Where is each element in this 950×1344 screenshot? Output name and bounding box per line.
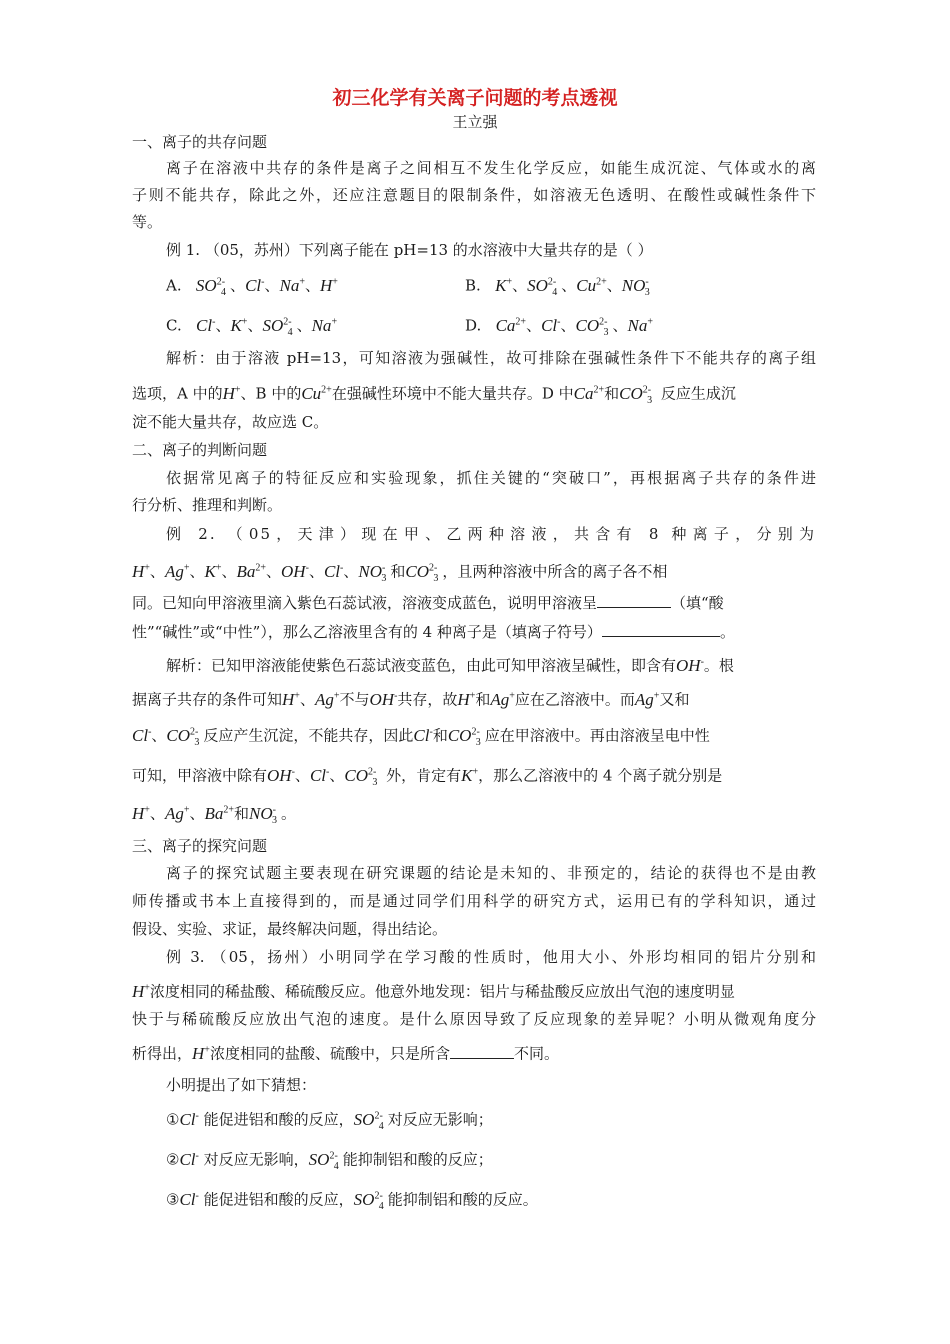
answer-blank[interactable] — [597, 592, 671, 608]
ion-no3: $NO^-_3$ — [621, 275, 650, 299]
section-2-paragraph: 行分析、推理和判断。 — [132, 496, 283, 514]
section-1-paragraph: 离子在溶液中共存的条件是离子之间相互不发生化学反应，如能生成沉淀、气体或水的离 — [166, 159, 816, 177]
example-1-analysis: 选项，A 中的H+、B 中的$Cu^{2+}$在强碱性环境中不能大量共存。D 中$Ca^{2+}$和$CO^{2-}_3$ 反应生成沉 — [132, 383, 736, 407]
example-2-analysis: Cl-、$CO^{2-}_3$ 反应产生沉淀，不能共存，因此Cl-和$CO^{2-}_3$ 应在甲溶液中。再由溶液呈电中性 — [132, 725, 710, 749]
example-1-analysis: 淀不能大量共存，故应选 C。 — [132, 413, 329, 431]
ion-h: H+ — [222, 383, 241, 403]
ion-cl: Cl- — [541, 315, 561, 335]
example-2-question: 同。已知向甲溶液里滴入紫色石蕊试液，溶液变成蓝色，说明甲溶液呈 （填“酸 — [132, 594, 724, 612]
example-3-question: H+浓度相同的稀盐酸、稀硫酸反应。他意外地发现：铝片与稀盐酸反应放出气泡的速度明显 — [132, 981, 735, 1001]
ion-cl: Cl- — [196, 315, 216, 335]
ion-na: Na+ — [311, 315, 338, 335]
guess-2: ②Cl- 对反应无影响，$SO^{2-}_4$ 能抑制铝和酸的反应； — [166, 1149, 493, 1173]
option-label: A. — [166, 276, 182, 295]
section-3-paragraph: 假设、实验、求证，最终解决问题，得出结论。 — [132, 920, 448, 938]
section-3-heading: 三、离子的探究问题 — [132, 837, 268, 855]
section-1-paragraph: 子则不能共存，除此之外，还应注意题目的限制条件，如溶液无色透明、在酸性或碱性条件下 — [132, 186, 816, 204]
example-3-question: 析得出，H+浓度相同的盐酸、硫酸中，只是所含 不同。 — [132, 1043, 559, 1063]
ion-co3: $CO^{2-}_3$ — [619, 383, 653, 407]
ion-na: Na+ — [279, 275, 305, 295]
example-1-analysis: 解析：由于溶液 pH=13，可知溶液为强碱性，故可排除在强碱性条件下不能共存的离子组 — [166, 349, 816, 367]
guess-1: ①Cl- 能促进铝和酸的反应，$SO^{2-}_4$ 对反应无影响； — [166, 1109, 493, 1133]
example-3-question: 例 3. （05，扬州）小明同学在学习酸的性质时，他用大小、外形均相同的铝片分别和 — [166, 948, 816, 966]
section-1-heading: 一、离子的共存问题 — [132, 133, 268, 151]
document-title: 初三化学有关离子问题的考点透视 — [332, 87, 618, 109]
ion-k: K+ — [230, 315, 248, 335]
author-name: 王立强 — [452, 113, 498, 131]
example-2-analysis: 据离子共存的条件可知H+、Ag+不与OH-共存，故H+和Ag+应在乙溶液中。而Ag+又和 — [132, 689, 690, 709]
ion-ca: $Ca^{2+}$ — [495, 315, 527, 335]
example-1-question: 例 1. （05，苏州）下列离子能在 pH=13 的水溶液中大量共存的是（ ） — [166, 241, 653, 259]
ion-cl: Cl- — [245, 275, 265, 295]
option-a: A. $SO^{2-}_4$ 、Cl-、Na+、H+ — [166, 275, 338, 299]
section-2-heading: 二、离子的判断问题 — [132, 441, 268, 459]
example-2-analysis: H+、Ag+、$Ba^{2+}$和$NO^-_3$ 。 — [132, 803, 297, 827]
example-3-question: 快于与稀硫酸反应放出气泡的速度。是什么原因导致了反应现象的差异呢？小明从微观角度分 — [132, 1010, 816, 1028]
ion-h: H+ — [319, 275, 338, 295]
answer-blank[interactable] — [450, 1043, 514, 1059]
ion-co3: $CO^{2-}_3$ — [575, 315, 609, 339]
ion-so4: $SO^{2-}_4$ — [195, 275, 227, 299]
example-2-analysis: 解析：已知甲溶液能使紫色石蕊试液变蓝色，由此可知甲溶液呈碱性，即含有OH-。根 — [166, 655, 734, 675]
example-2-question: H+、Ag+、K+、$Ba^{2+}$、OH-、Cl-、$NO^-_3$ 和$CO^{2-}_3$ ，且两种溶液中所含的离子各不相 — [132, 561, 668, 585]
option-label: C. — [166, 316, 182, 335]
ion-so4: $SO^{2-}_4$ — [262, 315, 293, 339]
example-2-analysis: 可知，甲溶液中除有OH-、Cl-、$CO^{2-}_3$ 外，肯定有K+，那么乙溶液中的 4 个离子就分别是 — [132, 765, 723, 789]
ion-cu: $Cu^{2+}$ — [576, 275, 607, 295]
example-2-question: 例 2. （05，天津）现在甲、乙两种溶液，共含有 8 种离子，分别为 — [166, 525, 816, 543]
section-3-paragraph: 离子的探究试题主要表现在研究课题的结论是未知的、非预定的，结论的获得也不是由教 — [166, 864, 816, 882]
guess-intro: 小明提出了如下猜想： — [166, 1076, 317, 1094]
ion-ca: $Ca^{2+}$ — [573, 383, 605, 403]
section-3-paragraph: 师传播或书本上直接得到的，而是通过同学们用科学的研究方式，运用已有的学科知识，通过 — [132, 892, 816, 910]
ion-k: K+ — [495, 275, 513, 295]
answer-blank[interactable] — [602, 621, 720, 637]
ion-na: Na+ — [627, 315, 653, 335]
option-d: D. $Ca^{2+}$、Cl-、$CO^{2-}_3$ 、Na+ — [465, 315, 653, 339]
option-label: B. — [465, 276, 481, 295]
section-1-paragraph: 等。 — [132, 213, 163, 231]
option-c: C. Cl-、K+、$SO^{2-}_4$ 、Na+ — [166, 315, 338, 339]
option-b: B. K+、$SO^{2-}_4$ 、$Cu^{2+}$、$NO^-_3$ — [465, 272, 654, 303]
ion-cu: $Cu^{2+}$ — [301, 383, 332, 403]
option-label: D. — [465, 316, 482, 335]
guess-3: ③Cl- 能促进铝和酸的反应，$SO^{2-}_4$ 能抑制铝和酸的反应。 — [166, 1189, 538, 1213]
section-2-paragraph: 依据常见离子的特征反应和实验现象，抓住关键的“突破口”，再根据离子共存的条件进 — [166, 469, 816, 487]
example-2-question: 性”“碱性”或“中性”），那么乙溶液里含有的 4 种离子是（填离子符号） 。 — [132, 623, 735, 641]
ion-so4: $SO^{2-}_4$ — [527, 275, 558, 299]
